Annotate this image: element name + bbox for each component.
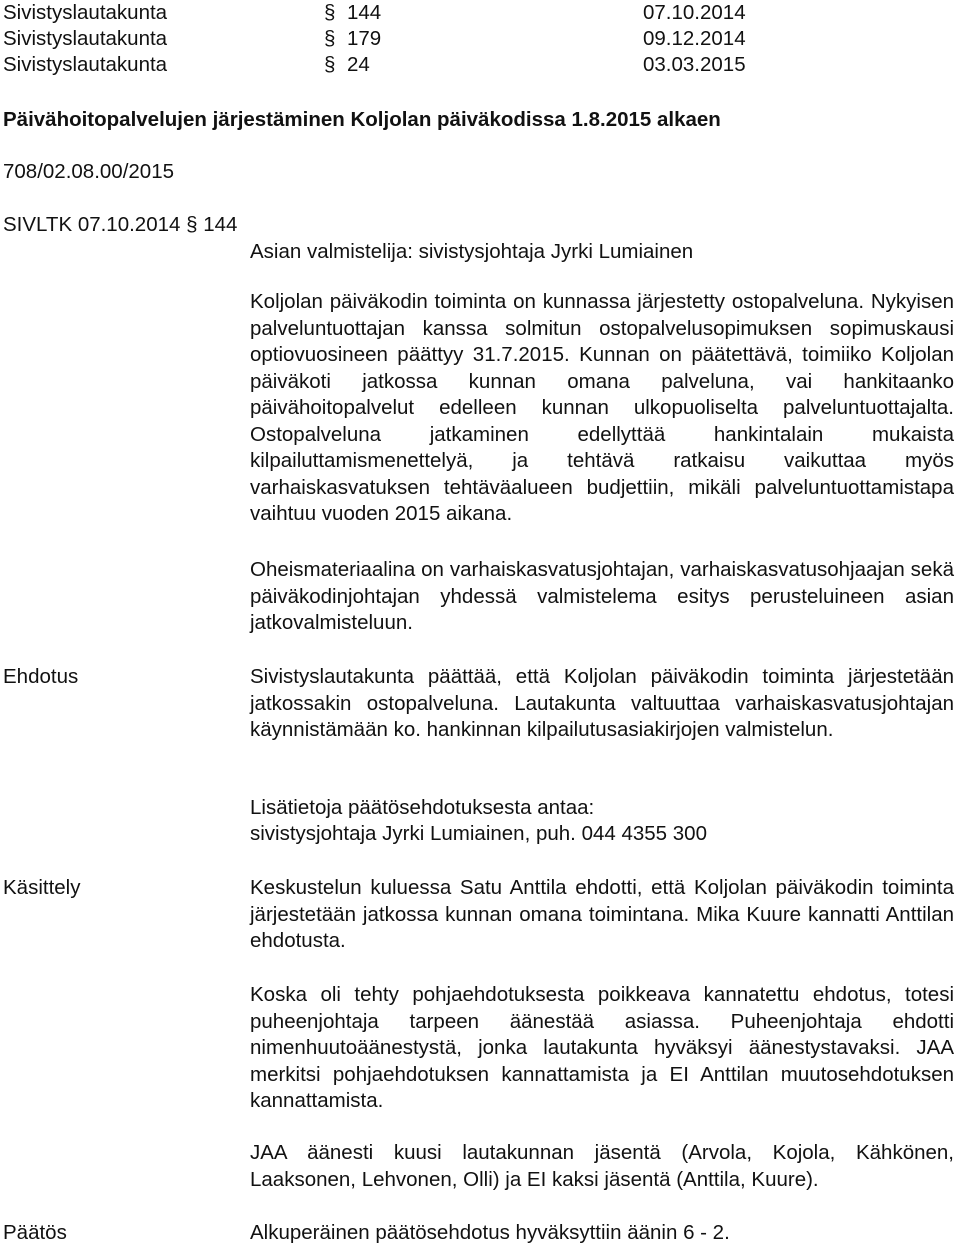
preparer-line: Asian valmistelija: sivistysjohtaja Jyrki Lumiainen xyxy=(250,240,694,263)
section-number: 24 xyxy=(347,53,370,76)
committee-name: Sivistyslautakunta xyxy=(3,1,168,24)
decision-label: Päätös xyxy=(3,1221,67,1244)
contact-line: sivistysjohtaja Jyrki Lumiainen, puh. 044 4355 300 xyxy=(250,822,707,845)
committee-name: Sivistyslautakunta xyxy=(3,53,168,76)
section-number: 179 xyxy=(347,27,382,50)
meeting-date: 03.03.2015 xyxy=(643,53,746,76)
section-sign: § xyxy=(324,53,336,76)
header-row xyxy=(3,26,943,52)
handling-paragraph-2: Koska oli tehty pohjaehdotuksesta poikkeava kannatettu ehdotus, totesi puheenjohtaja tarpeen äänestää asiassa. Puheenjohtaja ehdotti nimenhuutoäänestystä, jonka lautakunta hyväksyi äänestystavaksi. JAA merkitsi pohjaehdotuksen kannattamista ja EI Anttilan muutosehdotuksen kannattamista. xyxy=(250,983,954,1112)
proposal-text: Sivistyslautakunta päättää, että Koljolan päiväkodin toiminta järjestetään jatkossakin ostopalveluna. Lautakunta valtuuttaa varhaiskasvatusjohtajan käynnistämään ko. hankinnan kilpailutusasiakirjojen valmistelun. xyxy=(250,665,954,741)
handling-paragraph-3: JAA äänesti kuusi lautakunnan jäsentä (Arvola, Kojola, Kähkönen, Laaksonen, Lehvonen, Olli) ja EI kaksi jäsentä (Anttila, Kuure). xyxy=(250,1141,954,1191)
meeting-date: 07.10.2014 xyxy=(643,1,746,24)
info-line: Lisätietoja päätösehdotuksesta antaa: xyxy=(250,796,595,819)
header-row xyxy=(3,52,943,78)
section-sign: § xyxy=(324,1,336,24)
meeting-date: 09.12.2014 xyxy=(643,27,746,50)
document-title: Päivähoitopalvelujen järjestäminen Koljolan päiväkodissa 1.8.2015 alkaen xyxy=(3,108,721,131)
decision-text: Alkuperäinen päätösehdotus hyväksyttiin äänin 6 - 2. xyxy=(250,1221,730,1244)
handling-label: Käsittely xyxy=(3,876,81,899)
background-paragraph: Koljolan päiväkodin toiminta on kunnassa järjestetty ostopalveluna. Nykyisen palveluntuottajan kanssa solmitun ostopalvelusopimuksen sopimuskausi optiovuosineen päättyy 31.7.2015. Kunnan on päätettävä, toimiiko Koljolan päiväkoti jatkossa kunnan omana palveluna, vai hankitaanko päivähoitopalvelut edelleen kunnan ulkopuoliselta palveluntuottajalta. Ostopalveluna jatkaminen edellyttää hankintalain mukaista kilpailuttamismenettelyä, ja tehtävä ratkaisu vaikuttaa myös varhaiskasvatuksen tehtäväalueen budjettiin, mikäli palveluntuottamistapa vaihtuu vuoden 2015 aikana. xyxy=(250,290,954,525)
attachment-paragraph: Oheismateriaalina on varhaiskasvatusjohtajan, varhaiskasvatusohjaajan sekä päiväkodinjohtajan yhdessä valmistelema esitys perusteluineen asian jatkovalmisteluun. xyxy=(250,558,954,634)
meeting-reference: SIVLTK 07.10.2014 § 144 xyxy=(3,213,238,236)
section-number: 144 xyxy=(347,1,382,24)
committee-name: Sivistyslautakunta xyxy=(3,27,168,50)
proposal-label: Ehdotus xyxy=(3,665,79,688)
section-sign: § xyxy=(324,27,336,50)
header-row xyxy=(3,0,943,26)
file-number: 708/02.08.00/2015 xyxy=(3,160,174,183)
handling-paragraph-1: Keskustelun kuluessa Satu Anttila ehdotti, että Koljolan päiväkodin toiminta järjestetään jatkossa kunnan omana toimintana. Mika Kuure kannatti Anttilan ehdotusta. xyxy=(250,876,954,952)
